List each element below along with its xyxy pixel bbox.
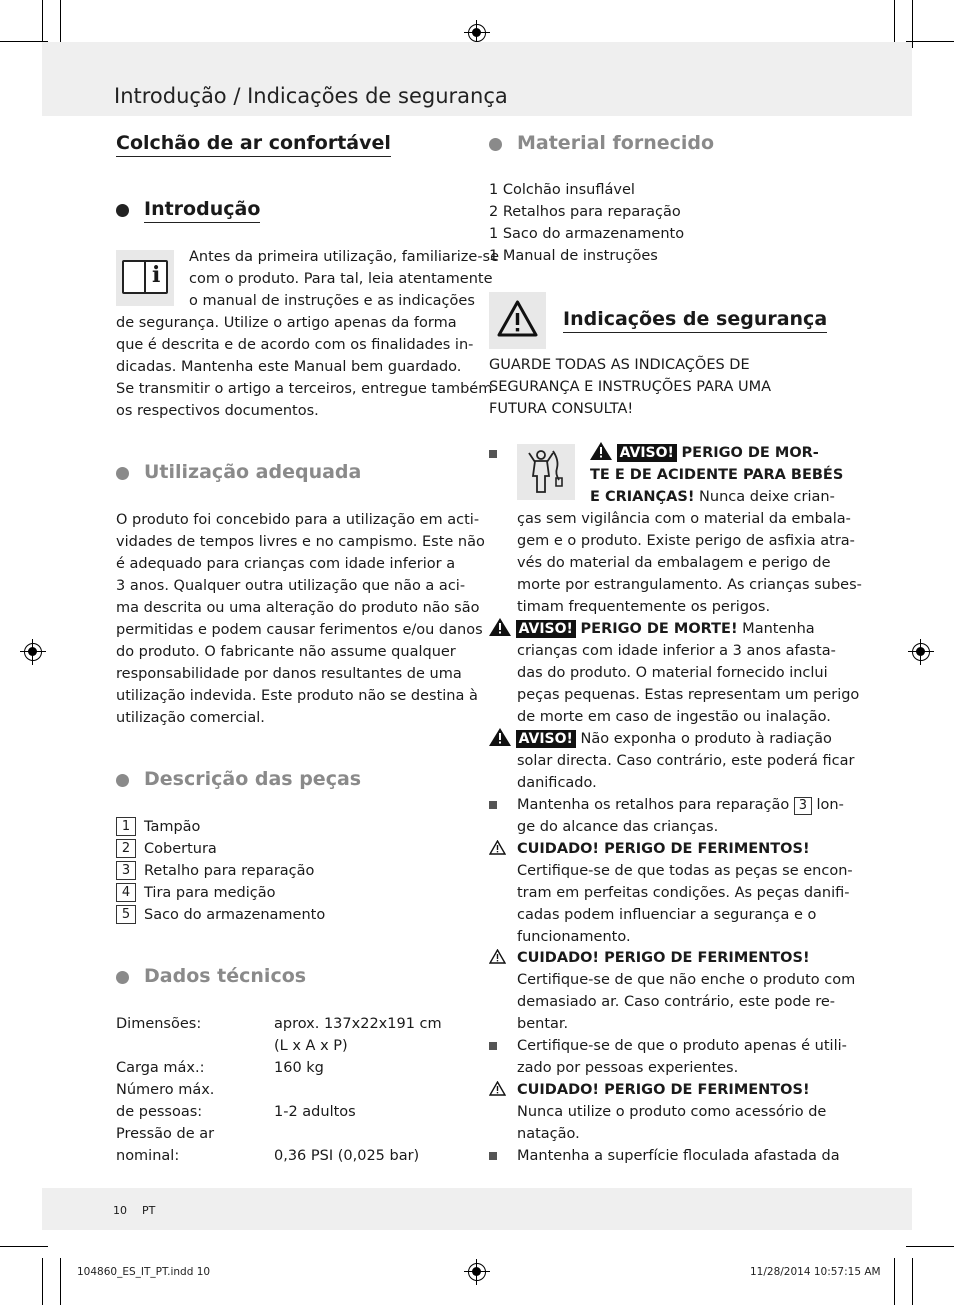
crop-mark bbox=[60, 1258, 61, 1305]
registration-mark-icon bbox=[912, 643, 930, 661]
product-title: Colchão de ar confortável bbox=[116, 132, 391, 157]
registration-mark-icon bbox=[468, 24, 486, 42]
aviso-badge: AVISO! bbox=[516, 730, 576, 748]
bullet-icon bbox=[116, 971, 129, 984]
registration-mark-icon bbox=[468, 1263, 486, 1281]
bullet-text-2: Mantenha os retalhos para reparação 3 lon- ge do alcance das crianças. bbox=[517, 797, 844, 835]
section-safety-heading: Indicações de segurança bbox=[563, 308, 827, 330]
warning-block-2-cont: crianças com idade inferior a 3 anos afasta- das do produto. O material fornecido inclui peças pequenas. Estas representam um perigo de morte em caso de ingestão ou inalação. bbox=[517, 643, 860, 725]
list-item: 3 Retalho para reparação bbox=[116, 860, 416, 882]
caution-block-3: CUIDADO! PERIGO DE FERIMENTOS! Nunca utilize o produto como acessório de natação. bbox=[517, 1082, 827, 1142]
crop-mark bbox=[0, 41, 48, 42]
tech-label: Dimensões: bbox=[116, 1016, 202, 1032]
bullet-icon bbox=[116, 774, 129, 787]
page-language: PT bbox=[142, 1204, 156, 1217]
bullet-text-3: Certifique-se de que o produto apenas é utili- zado por pessoas experientes. bbox=[517, 1038, 847, 1076]
crop-mark bbox=[912, 0, 913, 48]
list-item: 1 Saco do armazenamento bbox=[489, 226, 685, 242]
tech-label: Pressão de ar bbox=[116, 1126, 215, 1142]
tech-value: aprox. 137x22x191 cm bbox=[274, 1016, 442, 1032]
list-item: 1 Colchão insuflável bbox=[489, 182, 635, 198]
crop-mark bbox=[42, 1258, 43, 1305]
page-number: 10 bbox=[113, 1204, 127, 1217]
safety-caps-text: GUARDE TODAS AS INDICAÇÕES DE SEGURANÇA E INSTRUÇÕES PARA UMA FUTURA CONSULTA! bbox=[489, 357, 772, 417]
warning-block-1: AVISO! PERIGO DE MOR- TE E DE ACIDENTE PARA BEBÉS E CRIANÇAS! Nunca deixe crian- bbox=[590, 442, 843, 508]
crop-mark bbox=[60, 0, 61, 48]
caution-triangle-icon bbox=[489, 949, 506, 964]
tech-value: 1-2 adultos bbox=[274, 1104, 356, 1120]
crop-mark bbox=[894, 0, 895, 48]
warning-block-1-cont: ças sem vigilância com o material da embala- gem e o produto. Existe perigo de asfixia atra- vés do material da embalagem e perigo de morte por estrangulamento. As crianças subes- timam frequentemente os perigos. bbox=[517, 511, 862, 615]
bullet-icon bbox=[116, 204, 129, 217]
use-text: O produto foi concebido para a utilização em acti- vidades de tempos livres e no campismo. Este não é adequado para crianças com idade inferior a 3 anos. Qualquer outra utilização que não a aci- ma descrita ou uma alteração do produto não são permitidas e podem causar ferimentos e/ou danos do produto. O fabricante não assume qualquer responsabilidade por danos resultantes de uma utilização indevida. Este produto não se destina à utilização comercial. bbox=[116, 512, 485, 726]
tech-label: Carga máx.: bbox=[116, 1060, 205, 1076]
warning-block-2: AVISO! PERIGO DE MORTE! Mantenha bbox=[489, 618, 815, 640]
aviso-badge: AVISO! bbox=[516, 620, 576, 638]
bullet-icon bbox=[489, 138, 502, 151]
child-warning-icon bbox=[517, 444, 575, 500]
list-item: 1 Tampão bbox=[116, 816, 416, 838]
tech-value: (L x A x P) bbox=[274, 1038, 348, 1054]
crop-mark bbox=[906, 41, 954, 42]
supplied-list bbox=[489, 179, 684, 267]
crop-mark bbox=[42, 0, 43, 48]
slug-date: 11/28/2014 10:57:15 AM bbox=[750, 1266, 881, 1278]
tech-label: Número máx. bbox=[116, 1082, 215, 1098]
bullet-text-4: Mantenha a superfície floculada afastada da bbox=[517, 1148, 840, 1164]
registration-mark-icon bbox=[24, 643, 42, 661]
tech-label: nominal: bbox=[116, 1148, 180, 1164]
bullet-square-icon bbox=[489, 1152, 497, 1160]
caution-block-1: CUIDADO! PERIGO DE FERIMENTOS! Certifique-se de que todas as peças se encon- tram em perfeitas condições. As peças danifi- cadas podem influenciar a segurança e o funcionamento. bbox=[517, 841, 853, 945]
warning-block-3-cont: solar directa. Caso contrário, este poderá ficar danificado. bbox=[517, 753, 855, 791]
crop-mark bbox=[0, 1246, 48, 1247]
warning-triangle-icon bbox=[590, 442, 612, 460]
list-item: 1 Manual de instruções bbox=[489, 248, 658, 264]
intro-text: Antes da primeira utilização, familiarize-se com o produto. Para tal, leia atentamente o manual de instruções e as indicações bbox=[189, 249, 500, 309]
slug-filename: 104860_ES_IT_PT.indd 10 bbox=[77, 1266, 211, 1278]
footer-band bbox=[42, 1188, 912, 1230]
crop-mark bbox=[894, 1258, 895, 1305]
list-item: 2 Cobertura bbox=[116, 838, 416, 860]
bullet-square-icon bbox=[489, 450, 497, 458]
warning-triangle-icon bbox=[489, 618, 511, 636]
tech-value: 160 kg bbox=[274, 1060, 324, 1076]
list-item: 4 Tira para medição bbox=[116, 882, 416, 904]
warning-block-3: AVISO! Não exponha o produto à radiação bbox=[489, 728, 832, 750]
bullet-square-icon bbox=[489, 1042, 497, 1050]
crop-mark bbox=[912, 1258, 913, 1305]
warning-triangle-icon bbox=[489, 728, 511, 746]
read-manual-icon: i bbox=[116, 250, 174, 306]
tech-value: 0,36 PSI (0,025 bar) bbox=[274, 1148, 420, 1164]
caution-triangle-icon bbox=[489, 1081, 506, 1096]
list-item: 5 Saco do armazenamento bbox=[116, 904, 416, 926]
list-item: 2 Retalhos para reparação bbox=[489, 204, 681, 220]
tech-label: de pessoas: bbox=[116, 1104, 203, 1120]
caution-triangle-icon bbox=[489, 840, 506, 855]
warning-triangle-icon bbox=[489, 292, 546, 349]
page-title: Introdução / Indicações de segurança bbox=[114, 84, 508, 108]
bullet-icon bbox=[116, 467, 129, 480]
bullet-square-icon bbox=[489, 801, 497, 809]
intro-text-cont: de segurança. Utilize o artigo apenas da forma que é descrita e de acordo com os finalidades in- dicadas. Mantenha este Manual bem guardado. Se transmitir o artigo a terceiros, entregue também os respectivos documentos. bbox=[116, 315, 493, 419]
part-number-box: 3 bbox=[794, 797, 812, 815]
aviso-badge: AVISO! bbox=[617, 444, 677, 462]
crop-mark bbox=[906, 1246, 954, 1247]
caution-block-2: CUIDADO! PERIGO DE FERIMENTOS! Certifique-se de que não enche o produto com demasiado ar. Caso contrário, este pode re- bentar. bbox=[517, 950, 856, 1032]
